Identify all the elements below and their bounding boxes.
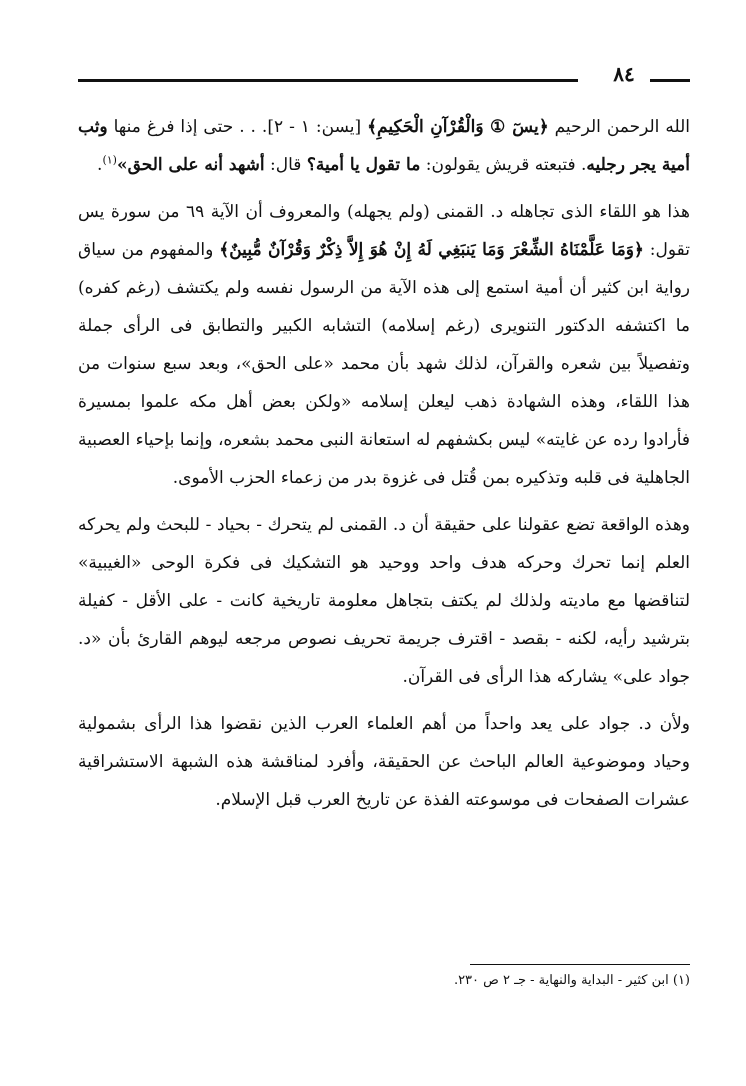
paragraph [78, 705, 690, 819]
emphasis-text: ما تقول يا أمية؟ [306, 155, 421, 175]
emphasis-text: وثب أمية يجر رجليه [78, 117, 690, 175]
body-text [78, 108, 690, 828]
footnote-rule [470, 964, 690, 965]
emphasis-text: ﴿يسٓ ① وَالْقُرْآنِ الْحَكِيمِ﴾ [367, 117, 549, 137]
paragraph [78, 506, 690, 696]
header-dash [650, 79, 690, 82]
page-number: ٨٤ [613, 62, 635, 86]
footnote: (١) ابن كثير - البداية والنهاية - جـ ٢ ص ٢٣٠. [453, 973, 690, 988]
emphasis-text: ﴿وَمَا عَلَّمْنَاهُ الشِّعْرَ وَمَا يَنبَغِي لَهُ إِنْ هُوَ إِلاَّ ذِكْرٌ وَقُرْآنٌ مُّبِينٌ﴾ [219, 240, 644, 260]
text-segment: ولأن د. جواد على يعد واحداً من أهم العلماء العرب الذين نقضوا هذا الرأى بشمولية وحياد وموضوعية العالم الباحث عن الحقيقة، وأفرد لمناقشة هذه الشبهة الاستشراقية عشرات الصفحات فى موسوعته الفذة عن تاريخ العرب قبل الإسلام. [78, 714, 691, 810]
text-segment: وهذه الواقعة تضع عقولنا على حقيقة أن د. القمنى لم يتحرك - بحياد - للبحث ولم يحركه العلم إنما تحرك وحركه هدف واحد ووحيد هو التشكيك فى فكرة الوحى «الغيبية» لتناقضها مع ماديته ولذلك لم يكتف بتجاهل معلومة تاريخية كانت - على الأقل - كفيلة بترشيد رأيه، لكنه - بقصد - اقترف جريمة تحريف نصوص مرجعه ليوهم القارئ بأن «د. جواد على» يشاركه هذا الرأى فى القرآن. [78, 515, 690, 687]
text-segment: هذا هو اللقاء الذى تجاهله د. القمنى (ولم يجهله) والمعروف أن الآية ٦٩ من سورة يس تقول: [78, 202, 690, 260]
text-segment: [يسن: ١ - ٢]. . . حتى إذا فرغ منها [107, 117, 368, 137]
footnote-marker: (١) [102, 153, 117, 167]
header-rule [78, 79, 578, 82]
text-segment: والمفهوم من سياق رواية ابن كثير أن أمية استمع إلى هذه الآية من الرسول نفسه ولم يكتشف (رغم كفره) ما اكتشفه الدكتور التنويرى (رغم إسلامه) التشابه الكبير والتطابق فى الرأى جملة وتفصيلاً بين شعره والقرآن، لذلك شهد بأن محمد «على الحق»، وبعد سبع سنوات من هذا اللقاء، وهذه الشهادة ذهب ليعلن إسلامه «ولكن بعض أهل مكه علموا بمسيرة فأرادوا رده عن غايته» ليس بكشفهم له استعانة النبى محمد بشعره، وإنما بإحياء العصبية الجاهلية فى قلبه وتذكيره بمن قُتل فى غزوة بدر من زعماء الحزب الأموى. [78, 240, 690, 488]
text-segment: . فتبعته قريش يقولون: [420, 155, 587, 175]
paragraph [78, 193, 690, 497]
paragraph [78, 108, 690, 184]
text-segment: قال: [264, 155, 307, 175]
text-segment: الله الرحمن الرحيم [548, 117, 690, 137]
emphasis-text: أشهد أنه على الحق» [116, 155, 265, 175]
text-segment: . [97, 155, 103, 175]
page-header [78, 62, 690, 92]
